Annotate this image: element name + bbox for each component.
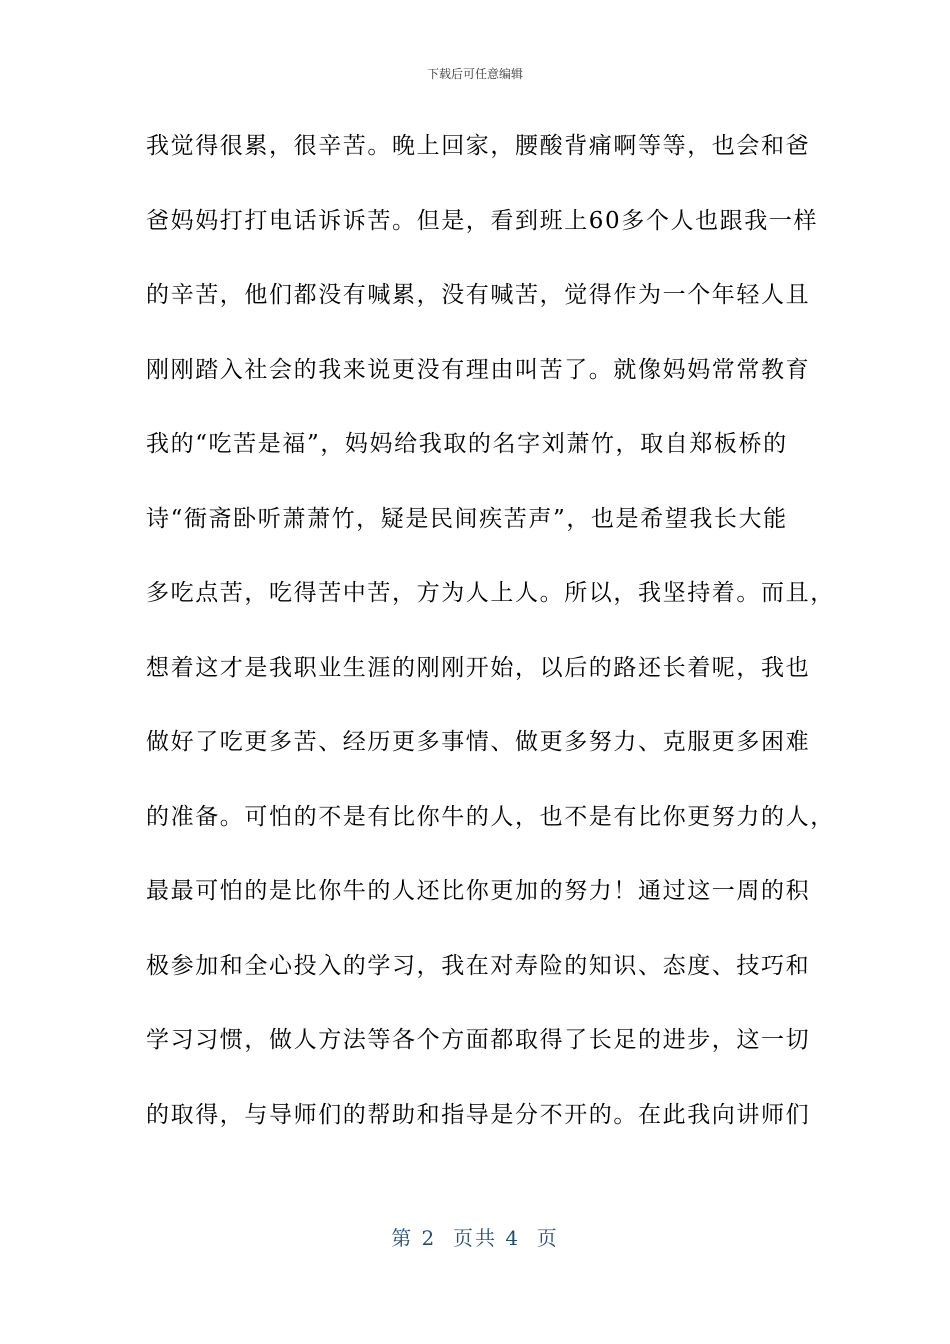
text-line: 的辛苦，他们都没有喊累，没有喊苦，觉得作为一个年轻人且 (146, 282, 811, 308)
text-line: 的准备。可怕的不是有比你牛的人，也不是有比你更努力的人， (146, 803, 835, 830)
text-line: 我觉得很累，很辛苦。晚上回家，腰酸背痛啊等等，也会和爸 (146, 133, 811, 159)
text-line: 极参加和全心投入的学习，我在对寿险的知识、态度、技巧和 (146, 952, 811, 979)
page-number-footer: 第 2 页共 4 页 (391, 1226, 559, 1250)
page-header: 下载后可任意编辑 (426, 67, 523, 81)
text-line: 做好了吃更多苦、经历更多事情、做更多努力、克服更多困难 (146, 729, 811, 755)
text-line: 爸妈妈打打电话诉诉苦。但是，看到班上60多个人也跟我一样 (146, 207, 819, 234)
text-line: 想着这才是我职业生涯的刚刚开始，以后的路还长着呢，我也 (146, 654, 811, 681)
text-line: 最最可怕的是比你牛的人还比你更加的努力！通过这一周的积 (146, 878, 811, 904)
document-body (146, 124, 835, 1167)
text-line: 我的“吃苦是福”，妈妈给我取的名字刘萧竹，取自郑板桥的 (146, 431, 788, 457)
text-line: 学习习惯，做人方法等各个方面都取得了长足的进步，这一切 (146, 1027, 811, 1053)
text-line: 多吃点苦，吃得苦中苦，方为人上人。所以，我坚持着。而且， (146, 580, 835, 606)
text-line: 刚刚踏入社会的我来说更没有理由叫苦了。就像妈妈常常教育 (146, 356, 811, 383)
text-line: 诗“衙斋卧听萧萧竹，疑是民间疾苦声”，也是希望我长大能 (146, 505, 788, 532)
text-line: 的取得，与导师们的帮助和指导是分不开的。在此我向讲师们 (146, 1101, 811, 1128)
